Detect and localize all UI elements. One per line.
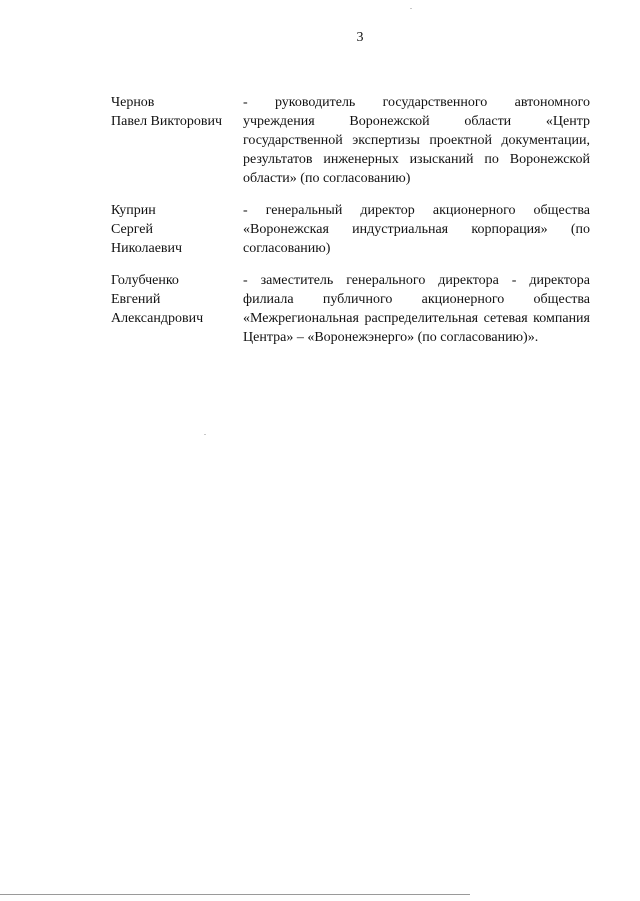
page-number <box>0 30 640 46</box>
scan-bottom-edge <box>0 894 470 895</box>
member-name <box>111 271 243 347</box>
member-surname: Куприн <box>111 203 156 218</box>
member-entry-kuprin <box>111 201 591 258</box>
page-number-text: 3 <box>356 30 364 45</box>
scan-speck <box>204 434 206 435</box>
member-position: - генеральный директор акционерного общества «Воронежская индустриальная корпорация» (по согласованию) <box>243 203 590 256</box>
member-patronymic: Николаевич <box>111 241 183 256</box>
member-position: - заместитель генерального директора - директора филиала публичного акционерного общества «Межрегиональная распределительная сетевая компания Центра» – «Воронежэнерго» (по согласованию)». <box>243 273 590 345</box>
member-entry-golubchenko <box>111 271 591 347</box>
member-list <box>111 93 591 360</box>
scan-speck <box>410 8 412 9</box>
member-given-name: Павел Викторович <box>111 114 223 129</box>
member-given-name: Сергей <box>111 222 153 237</box>
member-name <box>111 201 243 258</box>
member-patronymic: Александрович <box>111 311 204 326</box>
member-position: - руководитель государственного автономного учреждения Воронежской области «Центр государственной экспертизы проектной документации, результатов инженерных изысканий по Воронежской области» (по согласованию) <box>243 95 590 186</box>
member-name <box>111 93 243 188</box>
member-given-name: Евгений <box>111 292 161 307</box>
member-surname: Голубченко <box>111 273 179 288</box>
member-entry-chernov <box>111 93 591 188</box>
member-surname: Чернов <box>111 95 155 110</box>
